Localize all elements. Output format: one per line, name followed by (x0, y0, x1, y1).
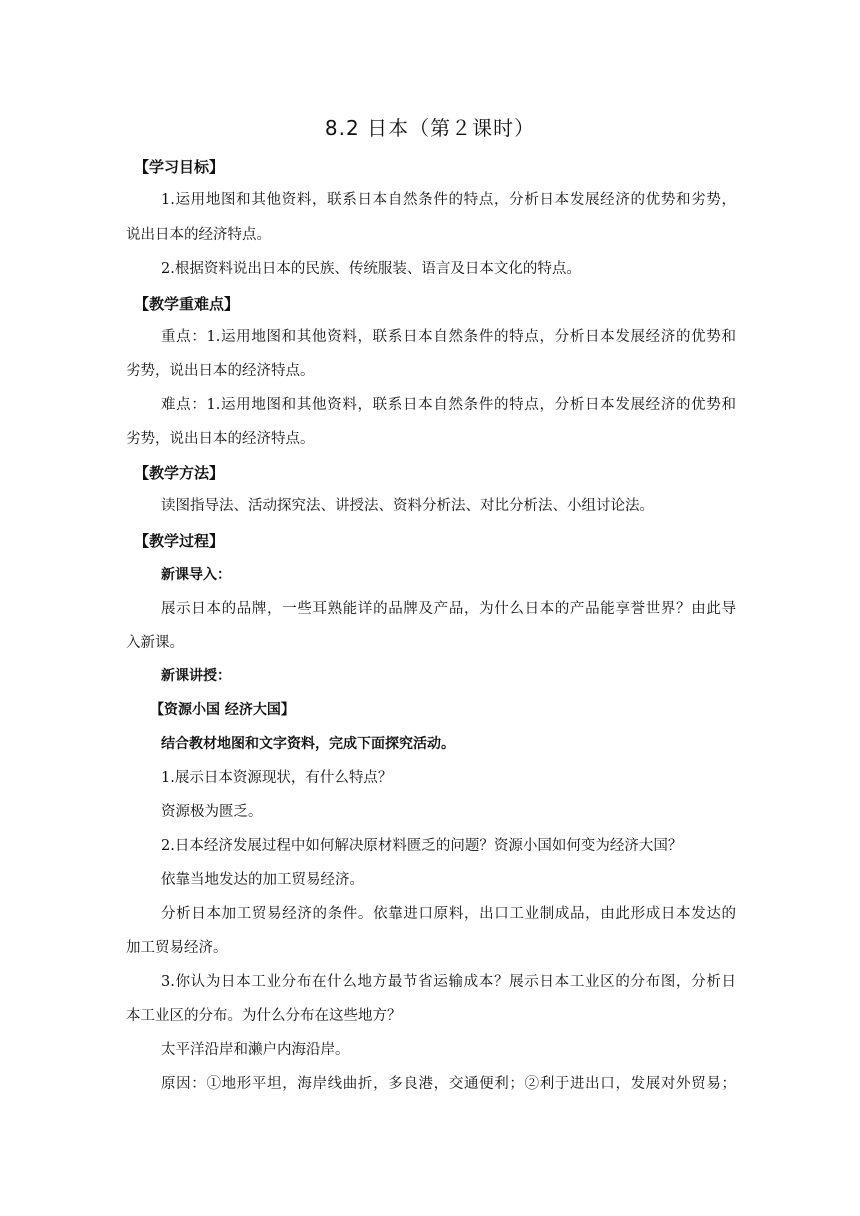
objective-1-line-2: 说出日本的经济特点。 (126, 227, 271, 243)
focus-line-2: 劣势，说出日本的经济特点。 (126, 363, 315, 379)
lecture-label: 新课讲授： (161, 668, 231, 684)
analysis-line-2: 加工贸易经济。 (126, 940, 228, 956)
intro-line-1: 展示日本的品牌，一些耳熟能详的品牌及产品，为什么日本的产品能享誉世界？由此导 (161, 601, 736, 617)
question-1: 1.展示日本资源现状，有什么特点？ (161, 770, 393, 786)
section-heading: 【资源小国 经济大国】 (150, 702, 295, 718)
objectives-heading: 【学习目标】 (134, 158, 225, 176)
methods-heading: 【教学方法】 (134, 464, 225, 482)
activity-instruction: 结合教材地图和文字资料，完成下面探究活动。 (161, 736, 455, 752)
question-3-line-1: 3.你认为日本工业分布在什么地方最节省运输成本？展示日本工业区的分布图，分析日 (161, 974, 736, 990)
difficulty-line-1: 难点：1.运用地图和其他资料，联系日本自然条件的特点，分析日本发展经济的优势和 (161, 397, 736, 413)
answer-1: 资源极为匮乏。 (161, 804, 263, 820)
intro-line-2: 入新课。 (126, 635, 184, 651)
process-heading: 【教学过程】 (134, 532, 225, 550)
objective-1-line-1: 1.运用地图和其他资料，联系日本自然条件的特点，分析日本发展经济的优势和劣势， (161, 192, 736, 208)
objective-2: 2.根据资料说出日本的民族、传统服装、语言及日本文化的特点。 (161, 261, 581, 277)
answer-3: 太平洋沿岸和濑户内海沿岸。 (161, 1042, 350, 1058)
key-points-heading: 【教学重难点】 (134, 295, 240, 313)
analysis-line-1: 分析日本加工贸易经济的条件。依靠进口原料，出口工业制成品，由此形成日本发达的 (161, 906, 736, 922)
difficulty-line-2: 劣势，说出日本的经济特点。 (126, 431, 315, 447)
methods-text: 读图指导法、活动探究法、讲授法、资料分析法、对比分析法、小组讨论法。 (161, 498, 654, 514)
intro-label: 新课导入： (161, 567, 231, 583)
question-3-line-2: 本工业区的分布。为什么分布在这些地方？ (126, 1008, 402, 1024)
answer-2: 依靠当地发达的加工贸易经济。 (161, 872, 364, 888)
focus-line-1: 重点：1.运用地图和其他资料，联系日本自然条件的特点，分析日本发展经济的优势和 (161, 329, 736, 345)
question-2: 2.日本经济发展过程中如何解决原材料匮乏的问题？资源小国如何变为经济大国？ (161, 838, 683, 854)
document-title: 8.2 日本（第２课时） (324, 116, 536, 140)
reasons-line: 原因：①地形平坦，海岸线曲折，多良港，交通便利；②利于进出口，发展对外贸易； (161, 1076, 736, 1092)
